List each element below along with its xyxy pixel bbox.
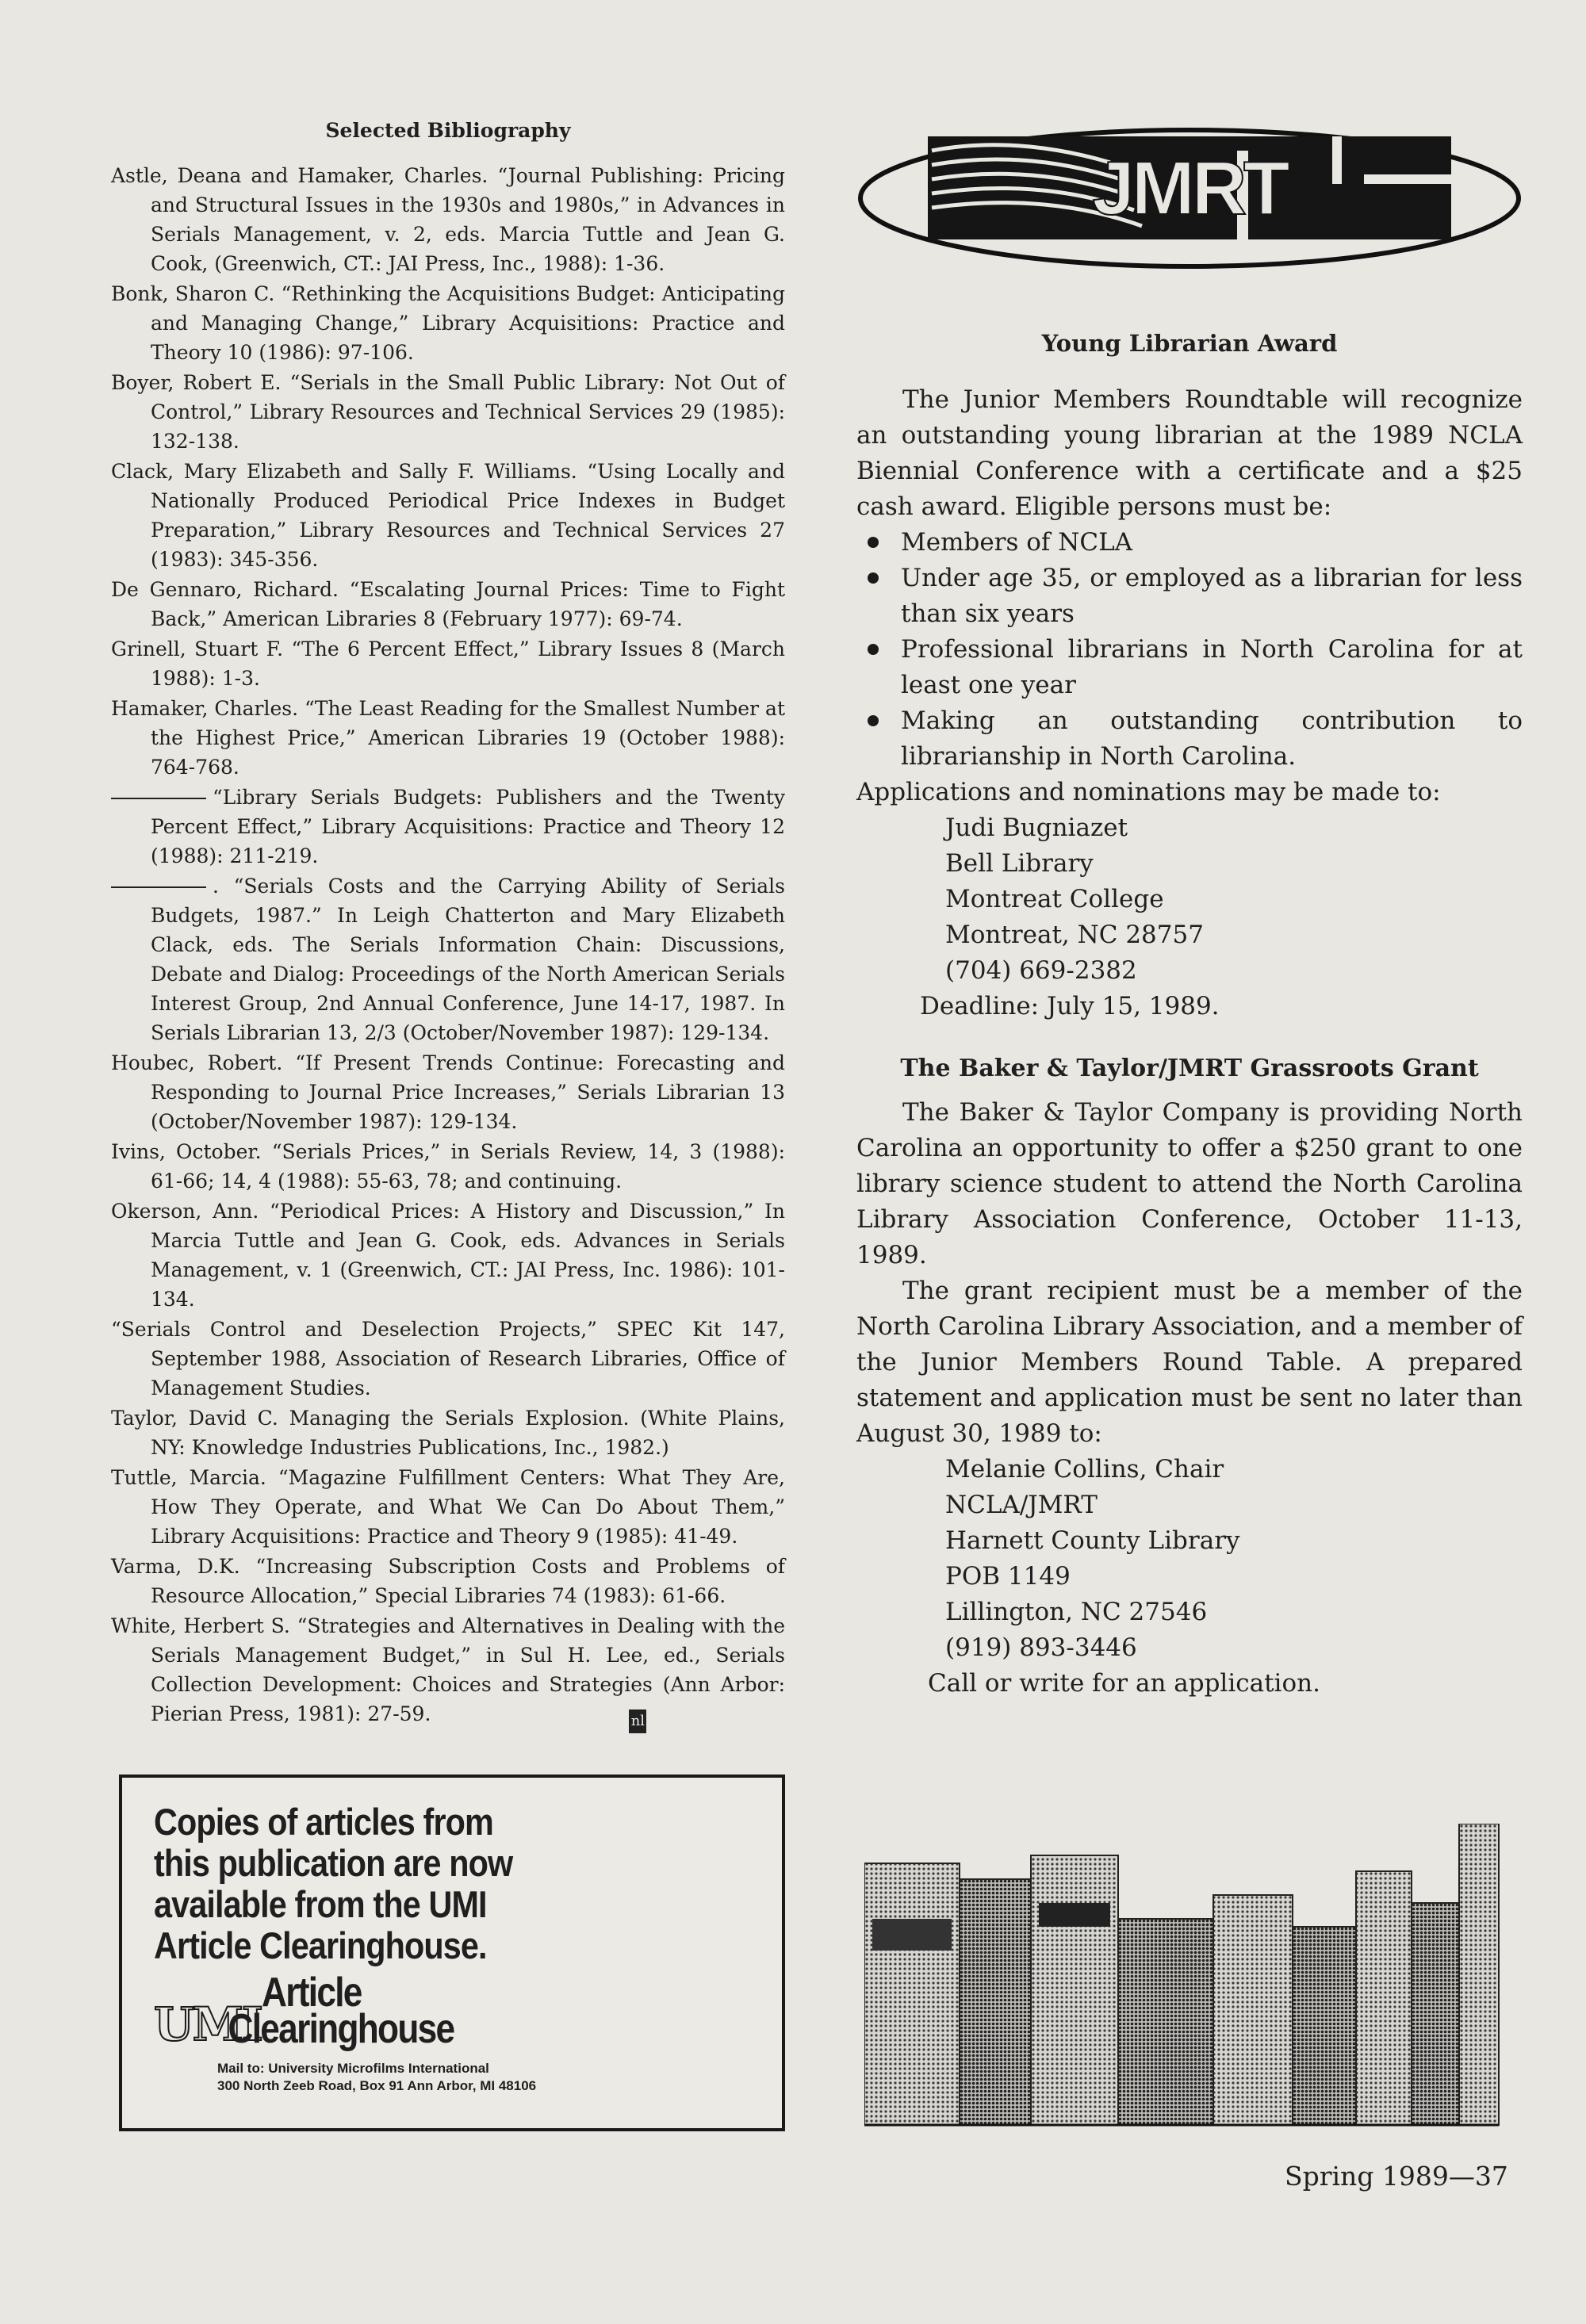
umi-mailing-address xyxy=(217,2060,750,2095)
bib-entry: Hamaker, Charles. “The Least Reading for the Smallest Number at the Highest Price,” American Libraries 19 (October 1988): 764-768. xyxy=(111,697,785,779)
eligibility-item xyxy=(856,525,1523,561)
bullet-icon xyxy=(868,644,879,655)
umi-wordmark-line1: Article xyxy=(261,1970,362,2016)
ditto-rule xyxy=(111,798,206,799)
umi-logo xyxy=(154,1970,750,2052)
umi-advertisement xyxy=(119,1775,785,2131)
grant-paragraph: The grant recipient must be a member of the North Carolina Library Association, and a member of the Junior Members Round Table. A prepared statement and application must be sent no later than August 30, 1989 to: xyxy=(856,1277,1523,1448)
umi-wordmark xyxy=(228,1970,454,2052)
bib-entry: Okerson, Ann. “Periodical Prices: A History and Discussion,” In Marcia Tuttle and Jean G. Cook, eds. Advances in Serials Management, v. 1 (Greenwich, CT.: JAI Press, Inc. 1986): 101-134. xyxy=(111,1200,785,1311)
award-deadline: Deadline: July 15, 1989. xyxy=(920,992,1220,1020)
eligibility-item xyxy=(856,561,1523,632)
address-line: Lillington, NC 27546 xyxy=(945,1598,1208,1626)
grassroots-grant-title: The Baker & Taylor/JMRT Grassroots Grant xyxy=(900,1055,1479,1082)
bullet-icon xyxy=(868,715,879,726)
bib-entry: Bonk, Sharon C. “Rethinking the Acquisitions Budget: Anticipating and Managing Change,” Library Acquisitions: Practice and Theory 10 (1986): 97-106. xyxy=(111,282,785,364)
bib-entry: Houbec, Robert. “If Present Trends Continue: Forecasting and Responding to Journal Price Increases,” Serials Librarian 13 (October/November 1987): 129-134. xyxy=(111,1051,785,1133)
eligibility-text: Under age 35, or employed as a librarian for less than six years xyxy=(901,564,1523,628)
bib-entry: De Gennaro, Richard. “Escalating Journal Prices: Time to Fight Back,” American Libraries 8 (February 1977): 69-74. xyxy=(111,578,785,630)
bib-entry: “Serials Control and Deselection Projects,” SPEC Kit 147, September 1988, Association of Research Libraries, Office of Management Studies. xyxy=(111,1318,785,1399)
address-line: Montreat, NC 28757 xyxy=(945,921,1204,949)
page-footer: Spring 1989—37 xyxy=(1285,2161,1508,2192)
address-line: Bell Library xyxy=(945,849,1094,878)
umi-mail-line: 300 North Zeeb Road, Box 91 Ann Arbor, MI 48106 xyxy=(217,2078,537,2093)
address-line: (919) 893-3446 xyxy=(945,1633,1137,1662)
jmrt-logo-text: JMRT xyxy=(1092,146,1287,231)
bib-entry-text: . “Serials Costs and the Carrying Ability of Serials Budgets, 1987.” In Leigh Chatterton and Mary Elizabeth Clack, eds. The Serials Information Chain: Discussions, Debate and Dialog: Proceedings of the North American Serials Interest Group, 2nd Annual Conference, June 14-17, 1987. In Serials Librarian 13, 2/3 (October/November 1987): 129-134. xyxy=(151,875,785,1044)
bib-entry: Boyer, Robert E. “Serials in the Small Public Library: Not Out of Control,” Library Resources and Technical Services 29 (1985): 132-138. xyxy=(111,371,785,453)
eligibility-text: Professional librarians in North Carolina for at least one year xyxy=(901,635,1523,699)
grant-closing: Call or write for an application. xyxy=(928,1669,1320,1698)
address-line: Melanie Collins, Chair xyxy=(945,1455,1224,1484)
grant-contact-address xyxy=(945,1452,1523,1666)
award-contact-address xyxy=(945,810,1523,989)
bibliography-section xyxy=(111,119,785,1734)
bibliography-list xyxy=(111,161,785,1733)
eligibility-list xyxy=(856,525,1523,775)
books-illustration xyxy=(864,1824,1530,2141)
bullet-icon xyxy=(868,572,879,584)
umi-logo-mark: UMI xyxy=(154,1997,262,2051)
address-line: Harnett County Library xyxy=(945,1526,1240,1555)
bib-entry: Tuttle, Marcia. “Magazine Fulfillment Centers: What They Are, How They Operate, and What We Can Do About Them,” Library Acquisitions: Practice and Theory 9 (1985): 41-49. xyxy=(111,1466,785,1548)
book-stack xyxy=(864,1824,1499,2125)
address-line: Judi Bugniazet xyxy=(945,814,1128,842)
address-line: Montreat College xyxy=(945,885,1164,913)
young-librarian-award-title: Young Librarian Award xyxy=(1041,330,1338,357)
bib-entry: Grinell, Stuart F. “The 6 Percent Effect,” Library Issues 8 (March 1988): 1-3. xyxy=(111,637,785,690)
eligibility-item xyxy=(856,703,1523,775)
applications-note: Applications and nominations may be made to: xyxy=(856,778,1441,806)
bib-entry xyxy=(111,783,785,871)
eligibility-text: Members of NCLA xyxy=(901,528,1133,557)
address-line: POB 1149 xyxy=(945,1562,1071,1591)
bib-entry-text: White, Herbert S. “Strategies and Alternatives in Dealing with the Serials Management Budget,” in Sul H. Lee, ed., Serials Collection Development: Choices and Strategies (Ann Arbor: Pierian Press, 1981): 27-59. xyxy=(111,1614,785,1725)
ditto-rule xyxy=(111,886,206,888)
bib-entry xyxy=(111,1611,785,1733)
end-mark-icon: nl xyxy=(629,1709,646,1733)
address-line: NCLA/JMRT xyxy=(945,1491,1098,1519)
award-intro: The Junior Members Roundtable will recognize an outstanding young librarian at the 1989 NCLA Biennial Conference with a certificate and a $25 cash award. Eligible persons must be: xyxy=(856,385,1523,521)
eligibility-text: Making an outstanding contribution to librarianship in North Carolina. xyxy=(901,706,1523,771)
jmrt-logo xyxy=(856,119,1523,278)
bib-entry: Astle, Deana and Hamaker, Charles. “Journal Publishing: Pricing and Structural Issues in the 1930s and 1980s,” in Advances in Serials Management, v. 2, eds. Marcia Tuttle and Jean G. Cook, (Greenwich, CT.: JAI Press, Inc., 1988): 1-36. xyxy=(111,164,785,275)
bib-entry xyxy=(111,871,785,1047)
bibliography-heading: Selected Bibliography xyxy=(325,119,571,142)
bib-entry: Ivins, October. “Serials Prices,” in Serials Review, 14, 3 (1988): 61-66; 14, 4 (1988): 55-63, 78; and continuing. xyxy=(111,1140,785,1193)
eligibility-item xyxy=(856,632,1523,703)
umi-headline: Copies of articles from this publication are now available from the UMI Article Clearinghouse. xyxy=(154,1801,513,1966)
umi-wordmark-line2: Clearinghouse xyxy=(228,2006,454,2052)
grant-paragraph: The Baker & Taylor Company is providing North Carolina an opportunity to offer a $250 grant to one library science student to attend the North Carolina Library Association Conference, October 11-13, 1989. xyxy=(856,1098,1523,1269)
bib-entry: Clack, Mary Elizabeth and Sally F. Williams. “Using Locally and Nationally Produced Periodical Price Indexes in Budget Preparation,” Library Resources and Technical Services 27 (1983): 345-356. xyxy=(111,460,785,571)
bib-entry: Taylor, David C. Managing the Serials Explosion. (White Plains, NY: Knowledge Industries Publications, Inc., 1982.) xyxy=(111,1407,785,1459)
address-line: (704) 669-2382 xyxy=(945,956,1137,985)
umi-mail-line: Mail to: University Microfilms International xyxy=(217,2061,489,2076)
award-body xyxy=(856,382,1523,1702)
bib-entry-text: “Library Serials Budgets: Publishers and the Twenty Percent Effect,” Library Acquisitions: Practice and Theory 12 (1988): 211-219. xyxy=(151,786,785,867)
bullet-icon xyxy=(868,537,879,548)
bib-entry: Varma, D.K. “Increasing Subscription Costs and Problems of Resource Allocation,” Special Libraries 74 (1983): 61-66. xyxy=(111,1555,785,1607)
